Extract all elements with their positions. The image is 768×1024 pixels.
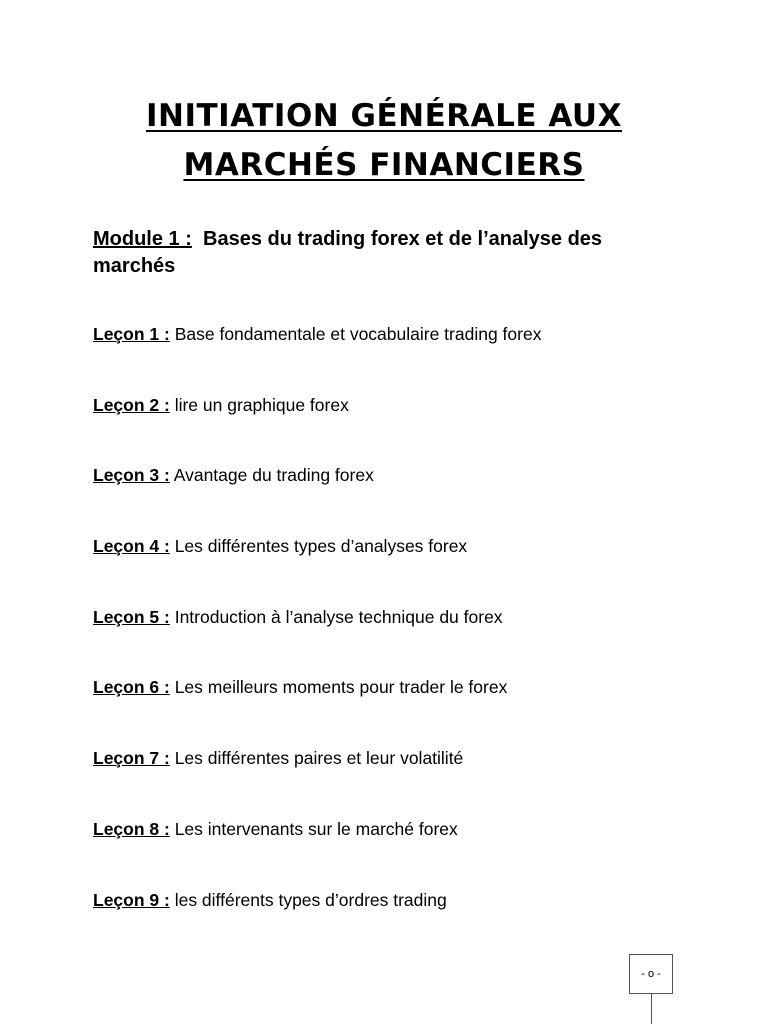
module-label: Module 1 : [93, 228, 192, 250]
module-heading [93, 226, 633, 280]
title-line-1: INITIATION GÉNÉRALE AUX [146, 98, 622, 134]
lesson-title: Les différentes paires et leur volatilité [174, 748, 464, 769]
lesson-item [93, 817, 541, 888]
lesson-item [93, 746, 541, 817]
lesson-title: Les intervenants sur le marché forex [174, 818, 458, 839]
lesson-label: Leçon 5 : [93, 606, 170, 627]
lesson-title: Les différentes types d’analyses forex [174, 536, 468, 557]
lesson-title: Base fondamentale et vocabulaire trading forex [174, 324, 542, 344]
lesson-label: Leçon 1 : [93, 324, 170, 344]
lesson-item [93, 675, 541, 746]
lesson-title: Les meilleurs moments pour trader le forex [174, 677, 508, 698]
lesson-item [93, 393, 541, 464]
lesson-label: Leçon 4 : [93, 536, 170, 557]
lesson-title: Introduction à l’analyse technique du forex [174, 606, 503, 627]
lesson-title: les différents types d’ordres trading [174, 889, 447, 910]
lesson-item [93, 888, 541, 959]
page-number-box [629, 954, 673, 994]
lesson-label: Leçon 9 : [93, 889, 170, 910]
module-title: Bases du trading forex et de l’analyse des marchés [93, 228, 603, 277]
lesson-title: Avantage du trading forex [173, 465, 374, 486]
lesson-item [93, 463, 541, 534]
lesson-list [93, 322, 541, 958]
lesson-item [93, 534, 541, 605]
lesson-label: Leçon 2 : [93, 394, 170, 415]
title-line-2: MARCHÉS FINANCIERS [183, 147, 585, 183]
lesson-label: Leçon 6 : [93, 677, 170, 698]
lesson-label: Leçon 8 : [93, 818, 170, 839]
page-number: - o - [641, 968, 661, 980]
lesson-title: lire un graphique forex [174, 394, 349, 415]
page-number-connector [651, 994, 652, 1024]
lesson-item [93, 322, 541, 393]
lesson-label: Leçon 7 : [93, 748, 170, 769]
lesson-label: Leçon 3 : [93, 465, 170, 486]
document-title [0, 92, 768, 190]
lesson-item [93, 605, 541, 676]
